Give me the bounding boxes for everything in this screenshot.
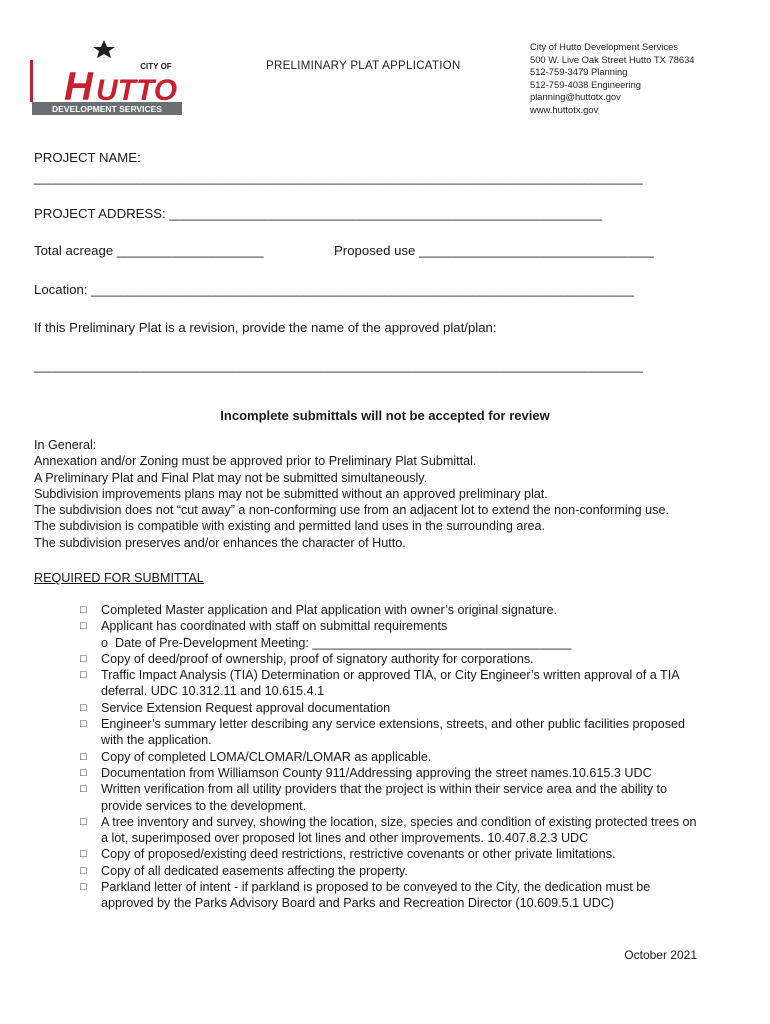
general-line: Subdivision improvements plans may not be submitted without an approved preliminary plat.: [34, 486, 548, 501]
checklist-item: □ Completed Master application and Plat application with owner’s original signature.: [80, 603, 557, 617]
sub-bullet: o: [101, 635, 109, 650]
general-line: The subdivision is compatible with existing and permitted land uses in the surrounding area.: [34, 519, 546, 534]
project-address-field[interactable]: PROJECT ADDRESS: ___________________________________________________________: [34, 206, 603, 221]
project-name-field[interactable]: ___________________________________________________________________________________: [34, 170, 643, 185]
contact-line: 512-759-3479 Planning: [530, 66, 628, 77]
checkbox[interactable]: □: [80, 701, 87, 714]
checklist-item: □ Documentation from Williamson County 911/Addressing approving the street names.10.615.3 UDC: [80, 765, 652, 780]
checkbox[interactable]: □: [80, 604, 87, 616]
checklist-item: □ Parkland letter of intent - if parkland is proposed to be conveyed to the City, the dedication must be approved by the Parks Advisory Board and Parks and Recreation Director (10.609.5.1 UDC): [80, 880, 651, 911]
project-name-label: PROJECT NAME:: [34, 150, 141, 165]
star-icon: [93, 40, 115, 58]
contact-line: planning@huttotx.gov: [530, 91, 621, 102]
general-line: Annexation and/or Zoning must be approved prior to Preliminary Plat Submittal.: [34, 454, 477, 469]
document-title: PRELIMINARY PLAT APPLICATION: [266, 60, 461, 72]
checkbox[interactable]: □: [80, 750, 87, 763]
general-line: The subdivision preserves and/or enhances the character of Hutto.: [34, 535, 406, 550]
submittal-checklist: [80, 602, 700, 912]
checkbox[interactable]: □: [80, 766, 87, 779]
checklist-item: □ Traffic Impact Analysis (TIA) Determination or approved TIA, or City Engineer’s written approval of a TIA deferral. UDC 10.312.11 and 10.615.4.1: [80, 668, 679, 699]
checkbox[interactable]: □: [80, 815, 87, 828]
location-field[interactable]: Location: __________________________________________________________________________: [34, 282, 634, 297]
contact-line: 512-759-4038 Engineering: [530, 78, 642, 90]
checklist-item: □ Copy of all dedicated easements affecting the property.: [80, 863, 408, 878]
checklist-item: □ A tree inventory and survey, showing the location, size, species and condition of existing protected trees on a lot, superimposed over proposed lot lines and other improvements. 10.407.8.2.3 UDC: [80, 814, 697, 846]
checklist-item: □ Applicant has coordinated with staff on submittal requirements: [80, 619, 448, 634]
general-section: [34, 437, 669, 551]
contact-block: [530, 41, 695, 116]
checkbox[interactable]: □: [80, 848, 87, 861]
checklist-item: □ Written verification from all utility providers that the project is within their service area and the ability to provide services to the development.: [80, 782, 668, 813]
logo-dept-text: DEVELOPMENT SERVICES: [52, 104, 162, 114]
city-of-hutto-logo: [30, 40, 190, 116]
notice-heading: Incomplete submittals will not be accepted for review: [220, 408, 550, 423]
general-line: The subdivision does not “cut away” a non-conforming use from an adjacent lot to extend the non-conforming use.: [34, 503, 669, 518]
checklist-item: □ Copy of completed LOMA/CLOMAR/LOMAR as applicable.: [80, 749, 432, 764]
proposed-use-field[interactable]: Proposed use ________________________________: [334, 243, 654, 258]
logo-name: UTTO: [96, 74, 178, 107]
logo-h: H: [64, 65, 93, 109]
general-line: A Preliminary Plat and Final Plat may not be submitted simultaneously.: [34, 470, 428, 485]
checklist-item: □ Engineer’s summary letter describing any service extensions, streets, and other public facilities proposed with the application.: [80, 717, 686, 748]
contact-line: City of Hutto Development Services: [530, 41, 678, 52]
checkbox[interactable]: □: [80, 620, 87, 633]
checkbox[interactable]: □: [80, 652, 87, 665]
revision-field[interactable]: ___________________________________________________________________________________: [34, 358, 643, 373]
pre-dev-meeting-item: [80, 635, 700, 651]
logo-accent: [30, 60, 33, 102]
contact-line: 500 W. Live Oak Street Hutto TX 78634: [530, 53, 695, 65]
checkbox[interactable]: □: [80, 864, 87, 877]
required-heading: REQUIRED FOR SUBMITTAL: [34, 571, 204, 585]
revision-prompt: If this Preliminary Plat is a revision, provide the name of the approved plat/plan:: [34, 320, 497, 335]
pre-dev-meeting-field[interactable]: Date of Pre-Development Meeting: _____________________________________: [115, 635, 572, 650]
checklist-item: □ Copy of proposed/existing deed restrictions, restrictive covenants or other private limitations.: [80, 847, 616, 862]
contact-line: www.huttotx.gov: [530, 103, 599, 115]
general-line: In General:: [34, 438, 97, 452]
checkbox[interactable]: □: [80, 783, 87, 796]
checklist-item: □ Service Extension Request approval documentation: [80, 700, 391, 715]
logo-cityof-text: CITY OF: [140, 62, 172, 71]
checkbox[interactable]: □: [80, 881, 87, 894]
checklist-item: □ Copy of deed/proof of ownership, proof of signatory authority for corporations.: [80, 651, 534, 666]
checkbox[interactable]: □: [80, 718, 87, 731]
checkbox[interactable]: □: [80, 669, 87, 682]
total-acreage-field[interactable]: Total acreage ____________________: [34, 243, 264, 258]
footer-date: October 2021: [624, 948, 697, 962]
